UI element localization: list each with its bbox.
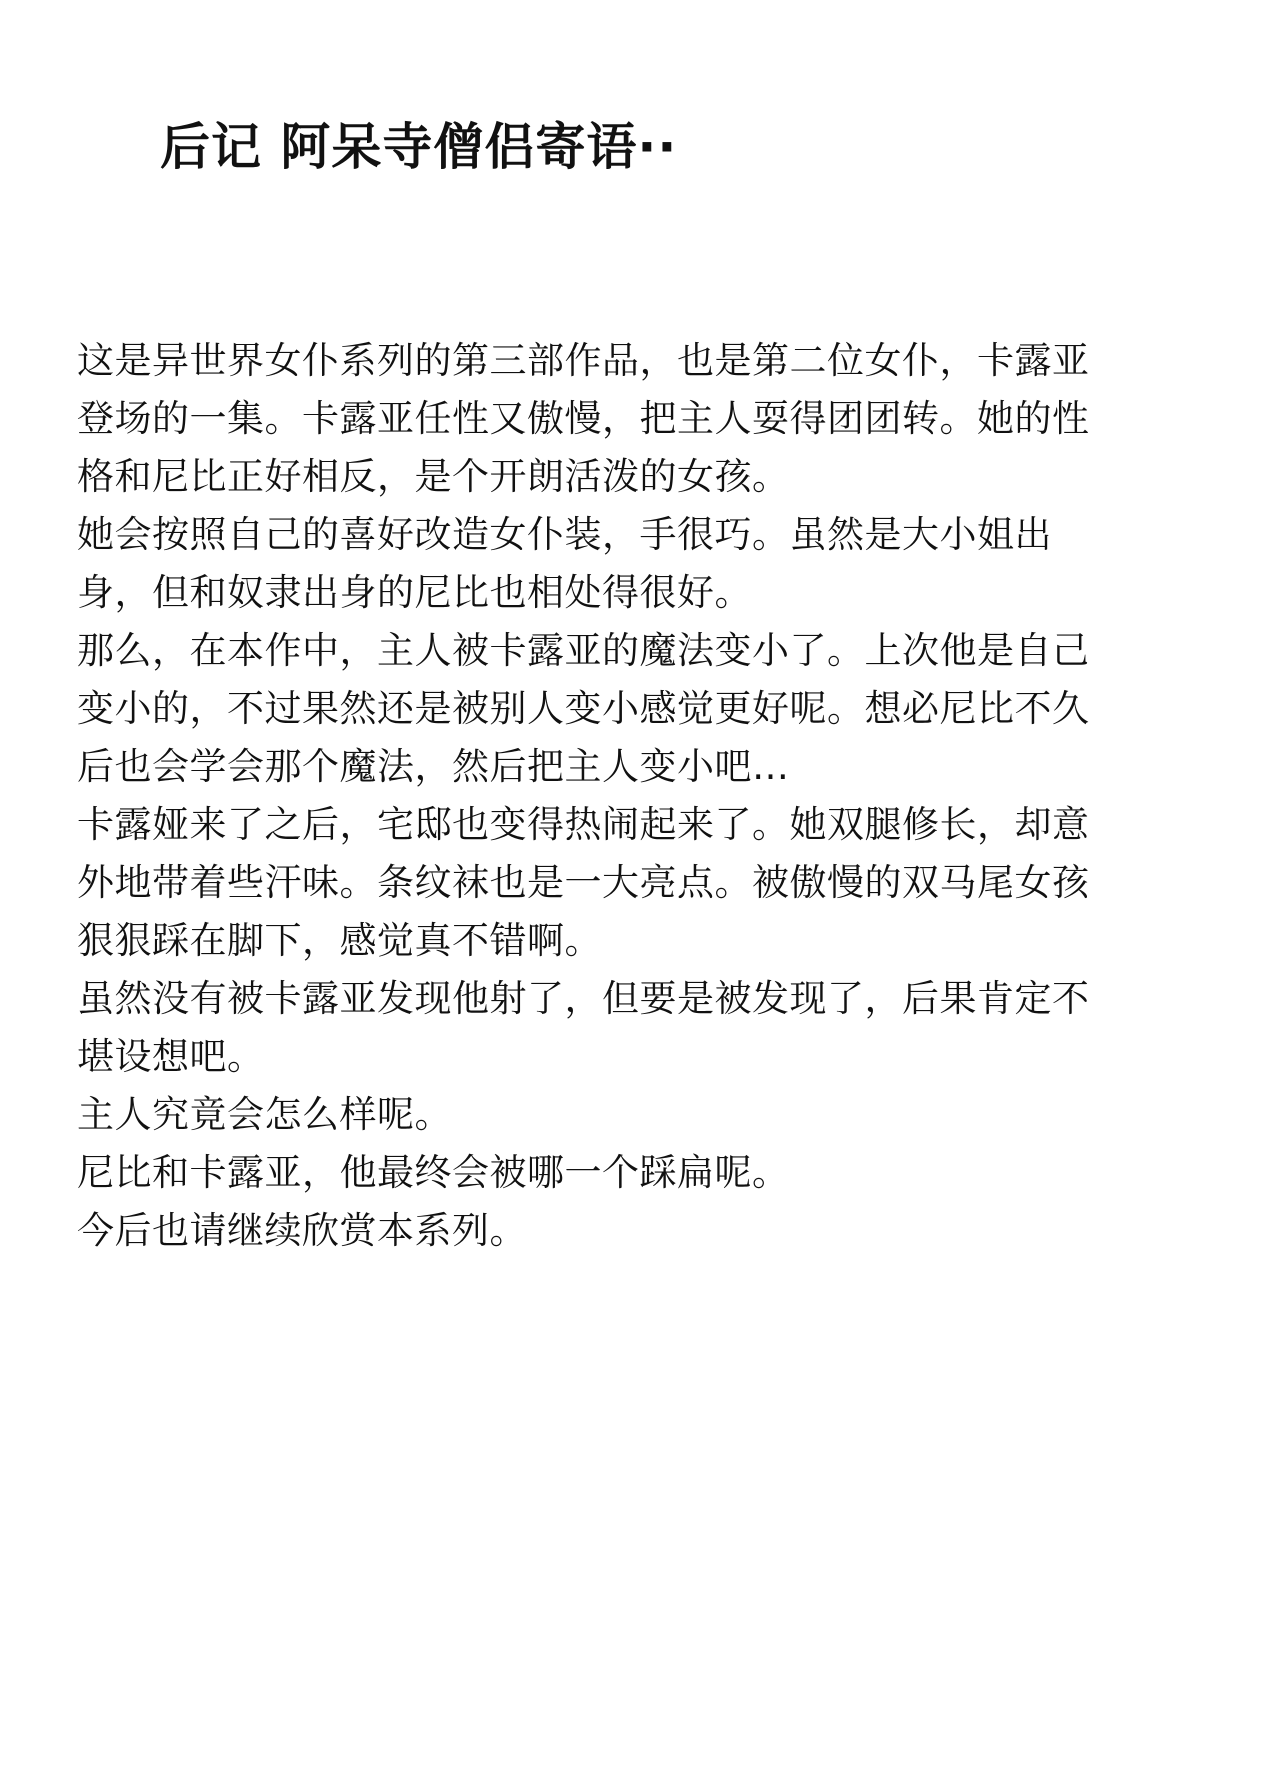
body-line: 狠狠踩在脚下，感觉真不错啊。 xyxy=(77,919,602,962)
body-line: 主人究竟会怎么样呢。 xyxy=(77,1093,452,1136)
body-line: 这是异世界女仆系列的第三部作品，也是第二位女仆，卡露亚 xyxy=(77,339,1090,382)
body-line: 今后也请继续欣赏本系列。 xyxy=(77,1209,527,1252)
body-line: 堪设想吧。 xyxy=(77,1035,265,1078)
body-line: 卡露娅来了之后，宅邸也变得热闹起来了。她双腿修长，却意 xyxy=(77,803,1090,846)
page-title: 后记 阿呆寺僧侣寄语·· xyxy=(160,118,678,176)
body-line: 后也会学会那个魔法，然后把主人变小吧… xyxy=(77,745,790,788)
body-line: 格和尼比正好相反，是个开朗活泼的女孩。 xyxy=(77,455,790,498)
afterword-body xyxy=(77,332,1090,1260)
body-line: 那么，在本作中，主人被卡露亚的魔法变小了。上次他是自己 xyxy=(77,629,1090,672)
body-line: 变小的，不过果然还是被别人变小感觉更好呢。想必尼比不久 xyxy=(77,687,1090,730)
body-line: 她会按照自己的喜好改造女仆装，手很巧。虽然是大小姐出 xyxy=(77,513,1052,556)
body-line: 登场的一集。卡露亚任性又傲慢，把主人耍得团团转。她的性 xyxy=(77,397,1090,440)
body-line: 虽然没有被卡露亚发现他射了，但要是被发现了，后果肯定不 xyxy=(77,977,1090,1020)
body-line: 外地带着些汗味。条纹袜也是一大亮点。被傲慢的双马尾女孩 xyxy=(77,861,1090,904)
body-line: 身，但和奴隶出身的尼比也相处得很好。 xyxy=(77,571,752,614)
body-line: 尼比和卡露亚，他最终会被哪一个踩扁呢。 xyxy=(77,1151,790,1194)
